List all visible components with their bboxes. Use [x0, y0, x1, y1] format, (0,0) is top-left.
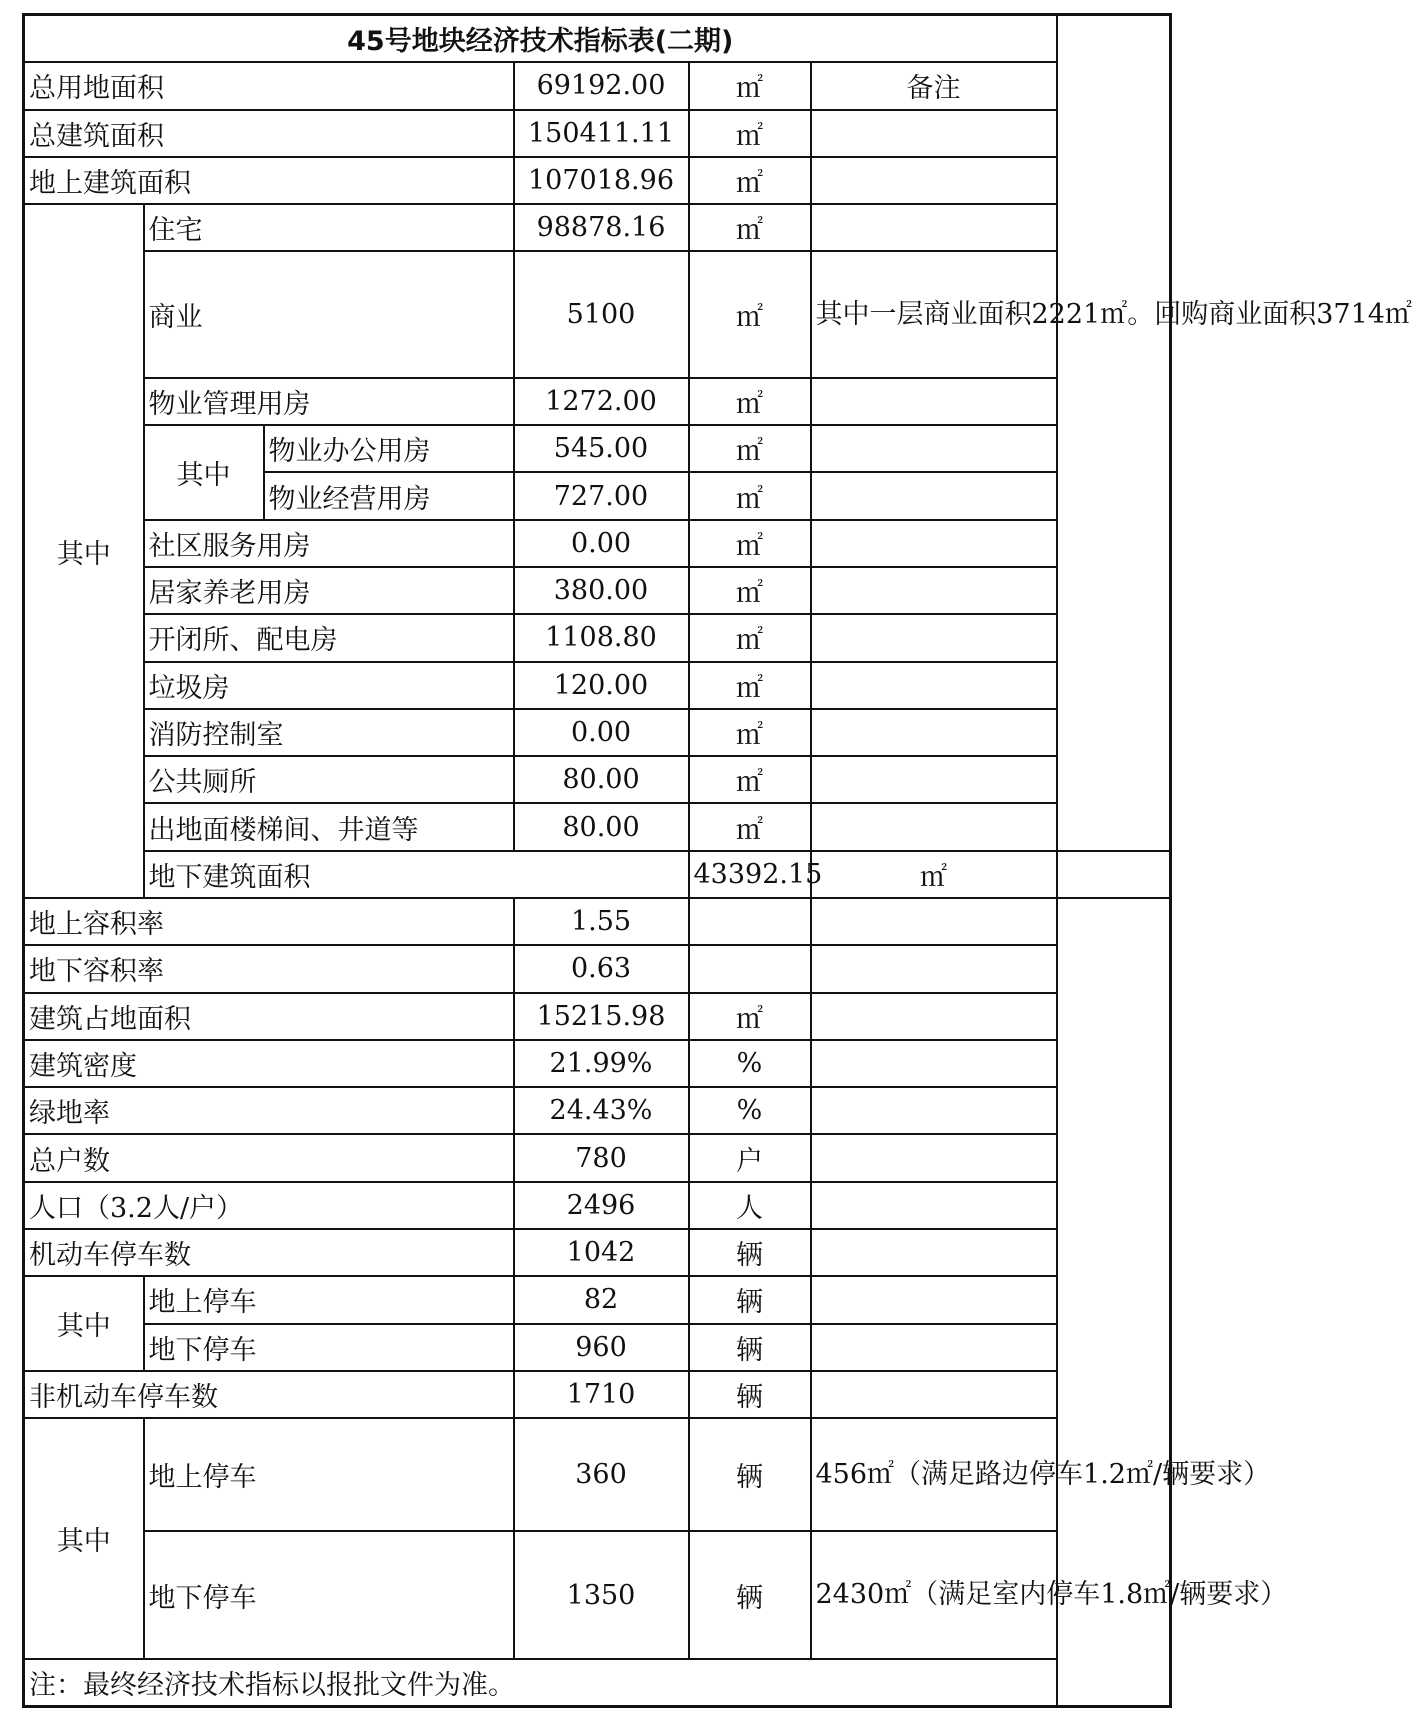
row-note [811, 709, 1057, 756]
row-note: 456㎡（满足路边停车1.2㎡/辆要求） [811, 1418, 1057, 1531]
row-label: 住宅 [144, 204, 514, 251]
row-note [811, 157, 1057, 204]
row-note [811, 204, 1057, 251]
row-value: 380.00 [514, 567, 689, 614]
sub-group-label: 其中 [144, 425, 264, 520]
table-title: 45号地块经济技术指标表(二期) [24, 15, 1057, 63]
row-value: 1272.00 [514, 378, 689, 425]
table-row [24, 1134, 1171, 1181]
table-row [24, 110, 1171, 157]
row-value: 727.00 [514, 472, 689, 519]
row-unit: 辆 [689, 1276, 811, 1323]
row-value: 1.55 [514, 898, 689, 945]
row-unit: ㎡ [689, 614, 811, 661]
row-value: 98878.16 [514, 204, 689, 251]
table-row [24, 378, 1171, 425]
table-row [24, 851, 1171, 898]
row-value: 0.00 [514, 709, 689, 756]
row-note [811, 1371, 1057, 1418]
row-value: 150411.11 [514, 110, 689, 157]
row-unit: ㎡ [689, 662, 811, 709]
row-label: 地下停车 [144, 1531, 514, 1659]
row-note [811, 110, 1057, 157]
row-note [811, 898, 1057, 945]
row-label: 出地面楼梯间、井道等 [144, 803, 514, 850]
row-label: 公共厕所 [144, 756, 514, 803]
table-row [24, 157, 1171, 204]
row-unit: 辆 [689, 1229, 811, 1276]
row-label: 地下容积率 [24, 945, 514, 992]
table-row [24, 1418, 1171, 1531]
row-note [811, 567, 1057, 614]
row-unit: ㎡ [689, 993, 811, 1040]
row-label: 地上容积率 [24, 898, 514, 945]
table-row [24, 204, 1171, 251]
row-note [811, 756, 1057, 803]
row-unit: ㎡ [689, 378, 811, 425]
row-unit: 户 [689, 1134, 811, 1181]
row-unit: 人 [689, 1182, 811, 1229]
table-row [24, 614, 1171, 661]
row-label: 地上停车 [144, 1418, 514, 1531]
row-note [811, 1276, 1057, 1323]
row-label: 总户数 [24, 1134, 514, 1181]
table-row [24, 945, 1171, 992]
row-value: 1710 [514, 1371, 689, 1418]
table-row [24, 520, 1171, 567]
row-label: 开闭所、配电房 [144, 614, 514, 661]
row-label: 商业 [144, 251, 514, 377]
row-unit: ㎡ [689, 157, 811, 204]
row-label: 绿地率 [24, 1087, 514, 1134]
row-unit: 辆 [689, 1418, 811, 1531]
row-label: 总用地面积 [24, 62, 514, 109]
row-value: 80.00 [514, 803, 689, 850]
row-label: 居家养老用房 [144, 567, 514, 614]
row-value: 24.43% [514, 1087, 689, 1134]
row-note [811, 425, 1057, 472]
row-value: 69192.00 [514, 62, 689, 109]
row-label: 物业管理用房 [144, 378, 514, 425]
row-note [811, 993, 1057, 1040]
row-value: 82 [514, 1276, 689, 1323]
row-note [811, 803, 1057, 850]
row-label: 消防控制室 [144, 709, 514, 756]
table-row [24, 1087, 1171, 1134]
table-row [24, 993, 1171, 1040]
row-unit: 辆 [689, 1531, 811, 1659]
row-note [811, 945, 1057, 992]
notes-header: 备注 [811, 62, 1057, 109]
row-note [811, 1324, 1057, 1371]
row-unit: ㎡ [689, 803, 811, 850]
row-value: 107018.96 [514, 157, 689, 204]
row-note [811, 662, 1057, 709]
row-unit: ㎡ [689, 520, 811, 567]
row-label: 非机动车停车数 [24, 1371, 514, 1418]
group-label: 其中 [24, 1418, 144, 1659]
table-row [24, 1371, 1171, 1418]
row-unit: ㎡ [689, 709, 811, 756]
table-row [24, 1182, 1171, 1229]
row-value: 120.00 [514, 662, 689, 709]
row-label: 建筑密度 [24, 1040, 514, 1087]
table-row [24, 756, 1171, 803]
row-value: 545.00 [514, 425, 689, 472]
row-unit: ㎡ [689, 251, 811, 377]
row-value: 5100 [514, 251, 689, 377]
table-row [24, 425, 1171, 472]
row-note: 其中一层商业面积2221㎡。回购商业面积3714㎡ [811, 251, 1057, 377]
group-label: 其中 [24, 1276, 144, 1371]
row-label: 地下建筑面积 [144, 851, 689, 898]
row-label: 总建筑面积 [24, 110, 514, 157]
row-value: 1350 [514, 1531, 689, 1659]
table-row [24, 1040, 1171, 1087]
row-label: 社区服务用房 [144, 520, 514, 567]
row-label: 机动车停车数 [24, 1229, 514, 1276]
table-row [24, 1276, 1171, 1323]
row-value: 21.99% [514, 1040, 689, 1087]
row-unit: 辆 [689, 1324, 811, 1371]
row-note [811, 520, 1057, 567]
row-label: 地上停车 [144, 1276, 514, 1323]
row-unit [689, 945, 811, 992]
row-note [811, 1087, 1057, 1134]
table-row [24, 1531, 1171, 1659]
group-label: 其中 [24, 204, 144, 898]
row-value: 780 [514, 1134, 689, 1181]
row-note [811, 614, 1057, 661]
row-note [811, 1040, 1057, 1087]
table-row [24, 62, 1171, 109]
row-value: 80.00 [514, 756, 689, 803]
row-unit [689, 898, 811, 945]
economic-indicators-table [22, 13, 1412, 1708]
row-value: 1042 [514, 1229, 689, 1276]
row-note [811, 1134, 1057, 1181]
footnote: 注：最终经济技术指标以报批文件为准。 [24, 1659, 1057, 1707]
row-value: 15215.98 [514, 993, 689, 1040]
row-unit: ㎡ [811, 851, 1057, 898]
row-label: 物业经营用房 [264, 472, 514, 519]
row-value: 360 [514, 1418, 689, 1531]
row-value: 960 [514, 1324, 689, 1371]
row-unit: ㎡ [689, 756, 811, 803]
row-unit: ㎡ [689, 62, 811, 109]
row-note: 2430㎡（满足室内停车1.8㎡/辆要求） [811, 1531, 1057, 1659]
row-value: 1108.80 [514, 614, 689, 661]
row-note [1057, 851, 1171, 898]
table-row [24, 662, 1171, 709]
table-row [24, 1229, 1171, 1276]
table-row [24, 1324, 1171, 1371]
row-unit: 辆 [689, 1371, 811, 1418]
row-note [811, 472, 1057, 519]
row-value: 2496 [514, 1182, 689, 1229]
row-label: 建筑占地面积 [24, 993, 514, 1040]
row-value: 43392.15 [689, 851, 811, 898]
row-label: 地上建筑面积 [24, 157, 514, 204]
row-unit: ㎡ [689, 472, 811, 519]
row-unit: ㎡ [689, 425, 811, 472]
row-unit: % [689, 1040, 811, 1087]
table-row [24, 251, 1171, 377]
row-note [811, 378, 1057, 425]
row-unit: ㎡ [689, 204, 811, 251]
row-label: 人口（3.2人/户） [24, 1182, 514, 1229]
row-unit: ㎡ [689, 567, 811, 614]
row-label: 物业办公用房 [264, 425, 514, 472]
row-unit: ㎡ [689, 110, 811, 157]
row-value: 0.63 [514, 945, 689, 992]
row-label: 垃圾房 [144, 662, 514, 709]
table-row [24, 803, 1171, 850]
row-unit: % [689, 1087, 811, 1134]
row-value: 0.00 [514, 520, 689, 567]
table-row [24, 898, 1171, 945]
row-note [811, 1182, 1057, 1229]
row-label: 地下停车 [144, 1324, 514, 1371]
table-row [24, 709, 1171, 756]
table-row [24, 567, 1171, 614]
row-note [811, 1229, 1057, 1276]
